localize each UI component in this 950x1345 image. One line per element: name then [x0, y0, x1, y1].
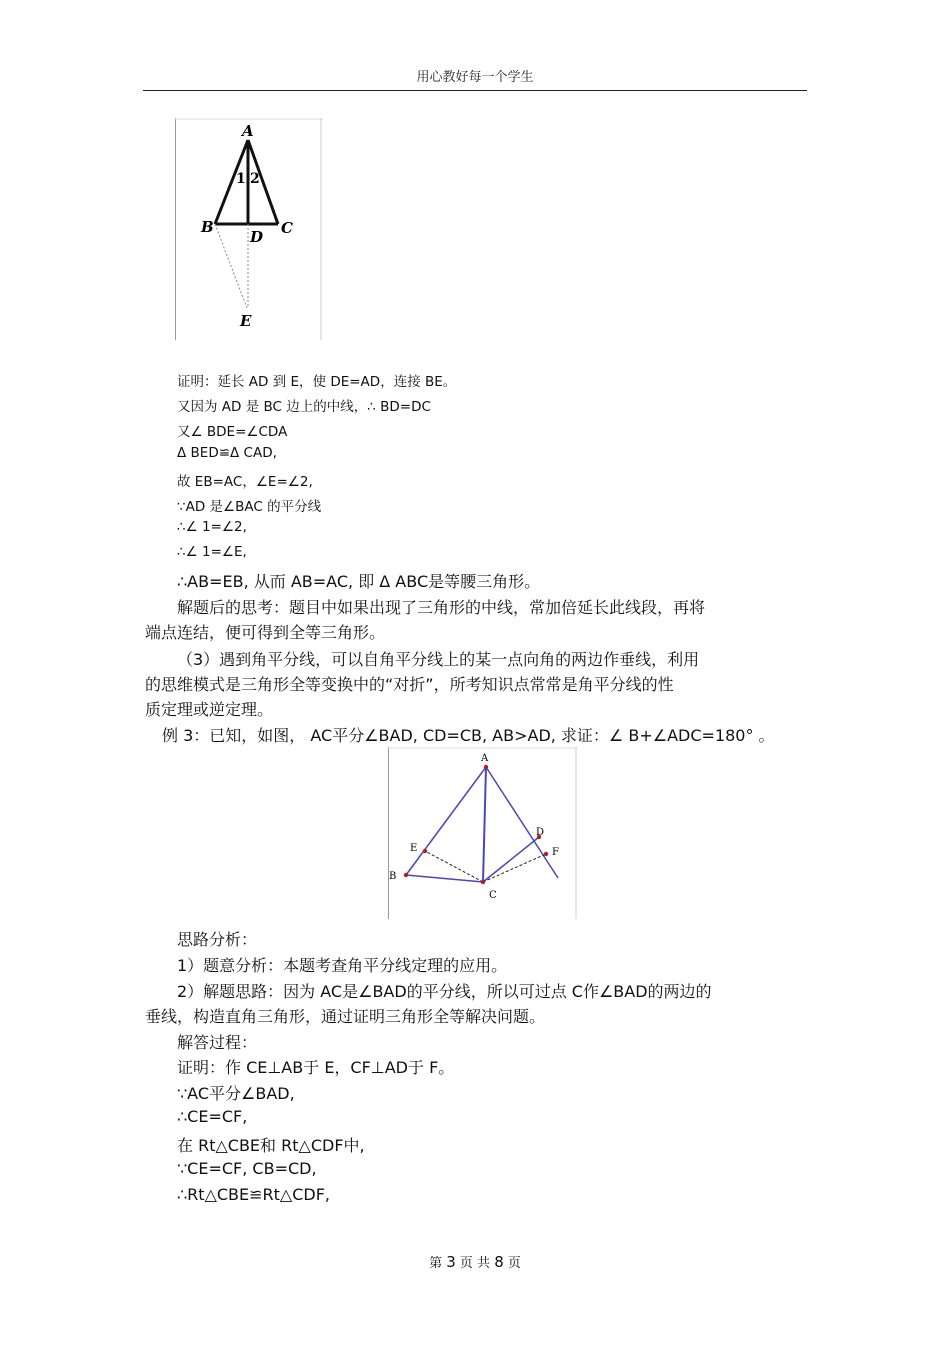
label-e: E [410, 843, 418, 854]
analysis-line-11: ∴Rt△CBE≌Rt△CDF, [177, 1185, 331, 1204]
point3-line-2: 的思维模式是三角形全等变换中的“对折”，所考知识点常常是角平分线的性 [145, 675, 674, 694]
label-angle-2: 2 [250, 171, 260, 187]
proof1-line-2: 又因为 AD 是 BC 边上的中线，∴ BD=DC [177, 399, 431, 415]
footer-mid: 页 共 [459, 1256, 491, 1271]
label-b: B [201, 218, 214, 236]
label-d: D [250, 228, 264, 246]
reflection-line-1: 解题后的思考：题目中如果出现了三角形的中线，常加倍延长此线段，再将 [177, 598, 706, 617]
footer-suffix: 页 [507, 1256, 521, 1271]
analysis-line-7: ∵AC平分∠BAD, [177, 1084, 295, 1103]
analysis-line-10: ∵CE=CF, CB=CD, [177, 1159, 317, 1178]
label-c: C [281, 219, 293, 237]
analysis-line-8: ∴CE=CF, [177, 1107, 248, 1126]
analysis-line-3: 2）解题思路：因为 AC是∠BAD的平分线，所以可过点 C作∠BAD的两边的 [177, 982, 712, 1001]
point3-line-1: （3）遇到角平分线，可以自角平分线上的某一点向角的两边作垂线，利用 [177, 650, 700, 669]
analysis-line-2: 1）题意分析：本题考查角平分线定理的应用。 [177, 956, 508, 975]
page-footer [0, 1252, 950, 1271]
figure-bisector [388, 747, 578, 919]
figure-triangle-abc [175, 118, 323, 340]
label-e: E [240, 312, 252, 330]
analysis-line-9: 在 Rt△CBE和 Rt△CDF中, [177, 1136, 365, 1155]
analysis-line-5: 解答过程： [177, 1033, 258, 1052]
proof1-line-4: Δ BED≌Δ CAD, [177, 445, 277, 461]
proof1-line-8: ∴∠ 1=∠E, [177, 544, 247, 560]
proof1-line-6: ∵AD 是∠BAC 的平分线 [177, 499, 322, 515]
analysis-line-1: 思路分析： [177, 930, 258, 949]
proof1-line-1: 证明：延长 AD 到 E，使 DE=AD，连接 BE。 [177, 374, 457, 390]
proof1-conclusion: ∴AB=EB, 从而 AB=AC, 即 Δ ABC是等腰三角形。 [177, 572, 541, 591]
proof1-line-5: 故 EB=AC，∠E=∠2, [177, 474, 313, 490]
label-a: A [242, 122, 254, 140]
label-b: B [389, 871, 397, 882]
footer-prefix: 第 [429, 1256, 443, 1271]
label-f: F [552, 847, 559, 858]
proof1-line-3: 又∠ BDE=∠CDA [177, 424, 288, 440]
footer-total-pages: 8 [494, 1253, 504, 1271]
header-rule [143, 90, 807, 91]
label-d: D [536, 827, 545, 838]
analysis-line-6: 证明：作 CE⊥AB于 E，CF⊥AD于 F。 [177, 1058, 455, 1077]
label-a: A [481, 753, 489, 764]
footer-page-number: 3 [446, 1253, 456, 1271]
proof1-line-7: ∴∠ 1=∠2, [177, 519, 247, 535]
analysis-line-4: 垂线，构造直角三角形，通过证明三角形全等解决问题。 [145, 1007, 546, 1026]
reflection-line-2: 端点连结，便可得到全等三角形。 [145, 623, 386, 642]
example3-statement: 例 3：已知，如图， AC平分∠BAD, CD=CB, AB>AD, 求证：∠ B+∠ADC=180° 。 [162, 726, 775, 745]
page-header: 用心教好每一个学生 [416, 70, 534, 85]
label-angle-1: 1 [236, 171, 246, 187]
label-c: C [489, 890, 497, 901]
point3-line-3: 质定理或逆定理。 [145, 700, 274, 719]
